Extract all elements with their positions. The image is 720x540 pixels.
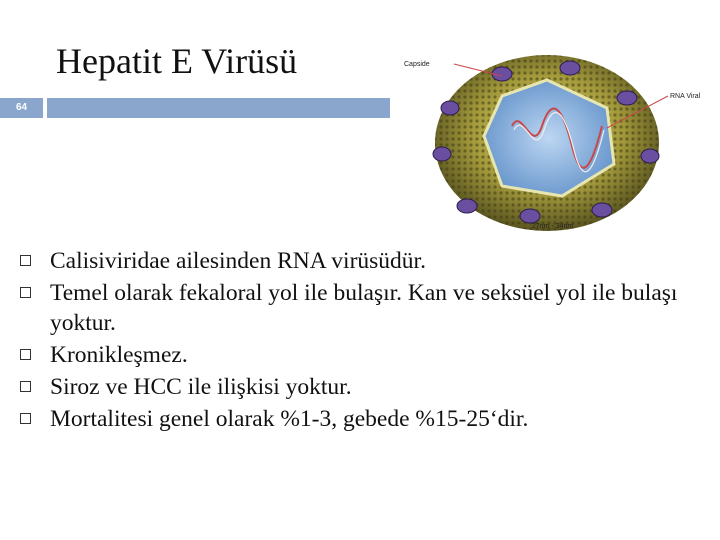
capside-label: Capside [404, 61, 430, 68]
title-rule-bar [47, 98, 390, 118]
bullet-text: Mortalitesi genel olarak %1-3, gebede %15-25‘dir. [50, 406, 529, 432]
bullet-item [20, 278, 710, 338]
bullet-item [20, 246, 710, 276]
bullet-text: Calisiviridae ailesinden RNA virüsüdür. [50, 248, 426, 274]
bullet-list [20, 246, 710, 436]
square-bullet-icon [20, 287, 31, 298]
rna-viral-label: RNA Viral [670, 93, 701, 100]
slide-number: 64 [0, 98, 43, 118]
slide-title: Hepatit E Virüsü [56, 41, 298, 81]
square-bullet-icon [20, 413, 31, 424]
square-bullet-icon [20, 381, 31, 392]
square-bullet-icon [20, 349, 31, 360]
bullet-text: Kronikleşmez. [50, 342, 188, 368]
square-bullet-icon [20, 255, 31, 266]
bullet-item [20, 372, 710, 402]
bullet-item [20, 404, 710, 434]
bullet-text: Siroz ve HCC ile ilişkisi yoktur. [50, 374, 352, 400]
bullet-text: Temel olarak fekaloral yol ile bulaşır. Kan ve seksüel yol ile bulaşı yoktur. [50, 280, 678, 336]
bullet-item [20, 340, 710, 370]
size-label: 27nm - 34nm [532, 223, 574, 230]
virus-illustration [402, 46, 714, 232]
